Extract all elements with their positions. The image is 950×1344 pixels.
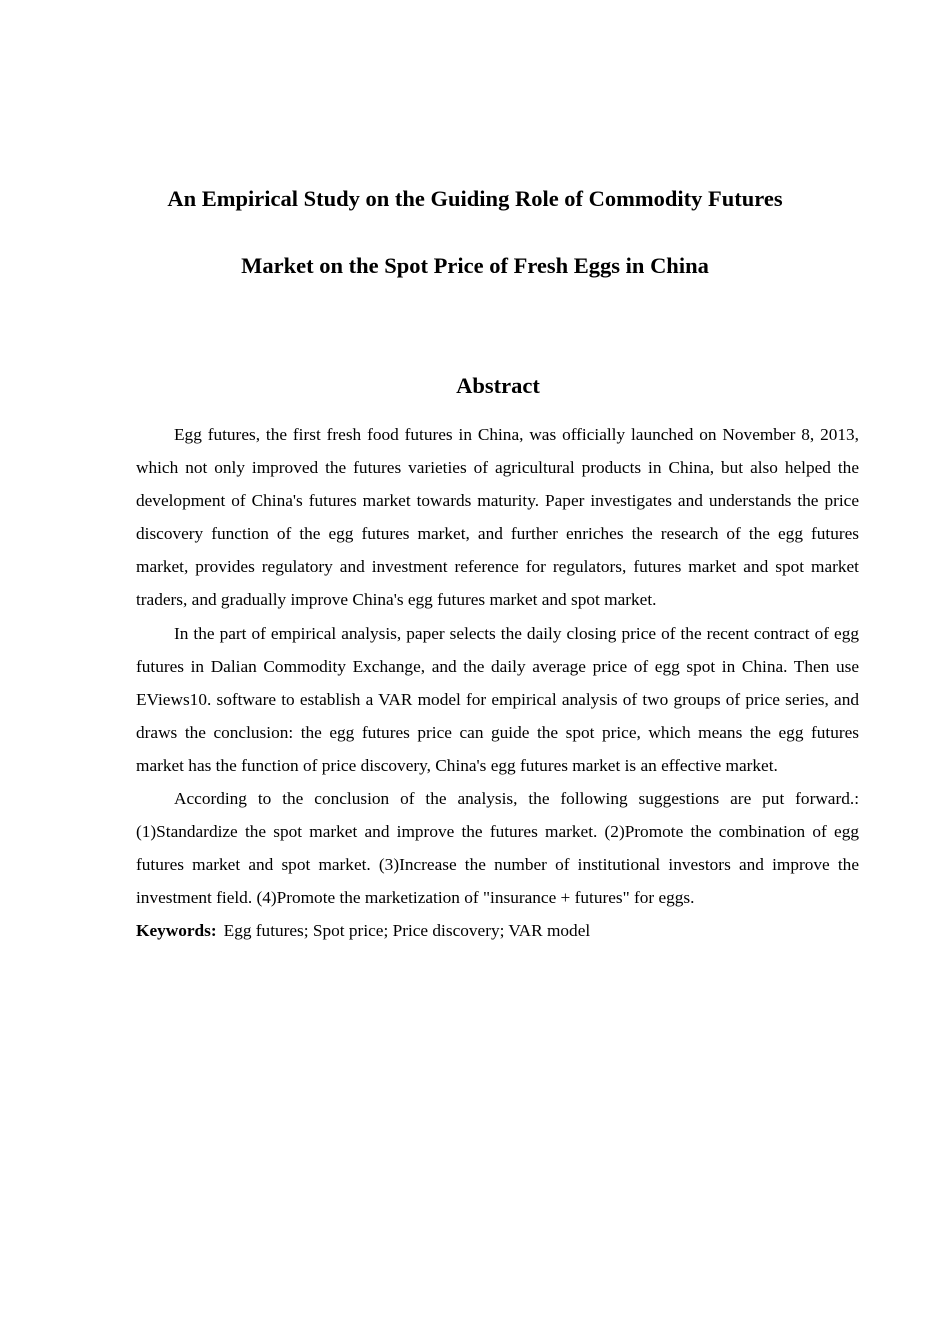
paper-title-line-2: Market on the Spot Price of Fresh Eggs in China [241,253,709,278]
abstract-heading: Abstract [456,373,540,398]
abstract-paragraph-2: In the part of empirical analysis, paper selects the daily closing price of the recent contract of egg futures in Dalian Commodity Exchange, and the daily average price of egg spot in China. Then use EViews10. software to establish a VAR model for empirical analysis of two groups of price series, and draws the conclusion: the egg futures price can guide the spot price, which means the egg futures market has the function of price discovery, China's egg futures market is an effective market. [136,623,859,775]
keywords-line [136,914,859,947]
abstract-paragraph-3: According to the conclusion of the analysis, the following suggestions are put forward.: (1)Standardize the spot market and improve the futures market. (2)Promote the combination of egg futures market and spot market. (3)Increase the number of institutional investors and improve the investment field. (4)Promote the marketization of "insurance + futures" for eggs. [136,789,859,908]
abstract-paragraph-1: Egg futures, the first fresh food futures in China, was officially launched on November 8, 2013, which not only improved the futures varieties of agricultural products in China, but also helped the development of China's futures market towards maturity. Paper investigates and understands the price discovery function of the egg futures market, and further enriches the research of the egg futures market, provides regulatory and investment reference for regulators, futures market and spot market traders, and gradually improve China's egg futures market and spot market. [136,425,859,610]
keywords-list: Egg futures; Spot price; Price discovery; VAR model [223,921,591,941]
keywords-label: Keywords: [136,921,217,941]
paper-title-line-1: An Empirical Study on the Guiding Role of Commodity Futures [167,186,783,211]
abstract-body [136,418,859,948]
